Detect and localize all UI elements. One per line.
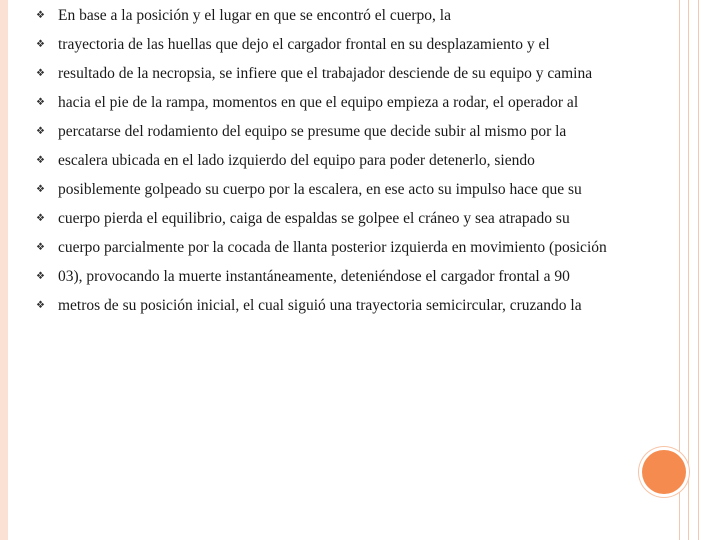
slide-right-border (679, 0, 720, 540)
list-item (36, 265, 676, 288)
diamond-bullet-icon: ❖ (36, 155, 45, 166)
diamond-bullet-icon: ❖ (36, 39, 45, 50)
slide-left-border (0, 0, 8, 540)
list-item (36, 62, 676, 85)
list-item (36, 207, 676, 230)
list-item (36, 178, 676, 201)
bullet-text: 03), provocando la muerte instantáneamente, deteniéndose el cargador frontal a 90 (58, 268, 570, 285)
bullet-text: posiblemente golpeado su cuerpo por la escalera, en ese acto su impulso hace que su (58, 181, 582, 198)
bullet-text: escalera ubicada en el lado izquierdo del equipo para poder detenerlo, siendo (58, 152, 535, 169)
bullet-text: percatarse del rodamiento del equipo se presume que decide subir al mismo por la (58, 123, 567, 140)
diamond-bullet-icon: ❖ (36, 68, 45, 79)
bullet-list (36, 4, 676, 323)
bullet-text: hacia el pie de la rampa, momentos en que el equipo empieza a rodar, el operador al (58, 94, 579, 111)
list-item (36, 120, 676, 143)
decorative-circle (642, 450, 686, 494)
diamond-bullet-icon: ❖ (36, 10, 45, 21)
bullet-text: resultado de la necropsia, se infiere que el trabajador desciende de su equipo y camina (58, 65, 593, 82)
diamond-bullet-icon: ❖ (36, 271, 45, 282)
bullet-text: En base a la posición y el lugar en que se encontró el cuerpo, la (58, 7, 451, 24)
diamond-bullet-icon: ❖ (36, 213, 45, 224)
list-item (36, 33, 676, 56)
diamond-bullet-icon: ❖ (36, 126, 45, 137)
border-line (698, 0, 699, 540)
diamond-bullet-icon: ❖ (36, 242, 45, 253)
list-item (36, 149, 676, 172)
diamond-bullet-icon: ❖ (36, 300, 45, 311)
diamond-bullet-icon: ❖ (36, 184, 45, 195)
list-item (36, 4, 676, 27)
bullet-text: cuerpo parcialmente por la cocada de llanta posterior izquierda en movimiento (posición (58, 239, 607, 256)
list-item (36, 91, 676, 114)
bullet-text: trayectoria de las huellas que dejo el cargador frontal en su desplazamiento y el (58, 36, 550, 53)
diamond-bullet-icon: ❖ (36, 97, 45, 108)
list-item (36, 294, 676, 317)
bullet-text: metros de su posición inicial, el cual siguió una trayectoria semicircular, cruzando la (58, 297, 582, 314)
border-line (688, 0, 689, 540)
bullet-text: cuerpo pierda el equilibrio, caiga de espaldas se golpee el cráneo y sea atrapado su (58, 210, 570, 227)
list-item (36, 236, 676, 259)
